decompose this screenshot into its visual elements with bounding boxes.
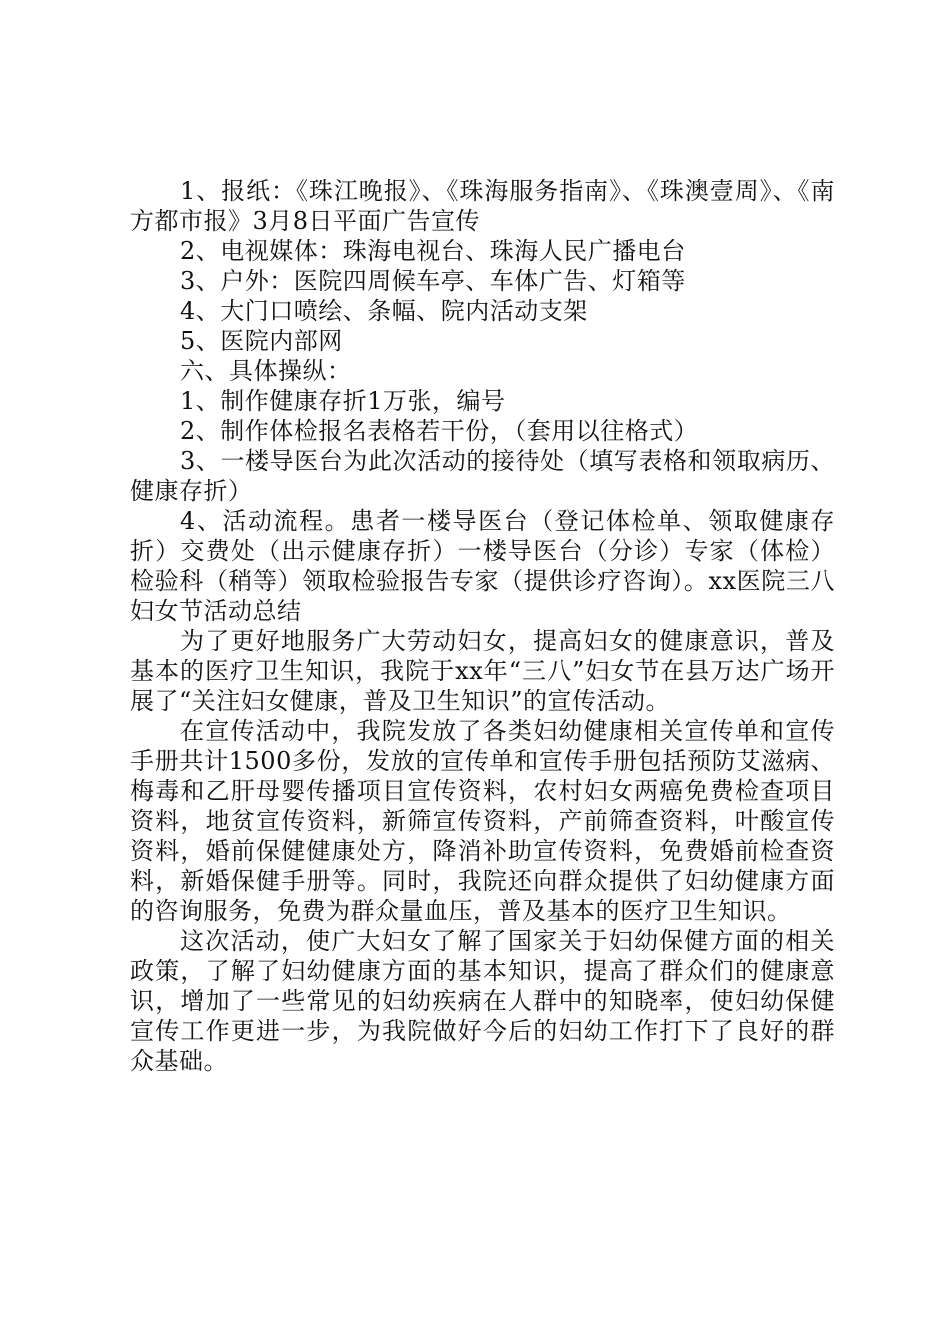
paragraph-op-flow: 4、活动流程。患者一楼导医台（登记体检单、领取健康存折）交费处（出示健康存折）一楼导医台（分诊）专家（体检）检验科（稍等）领取检验报告专家（提供诊疗咨询）。xx医院三八妇女节活动总结 (130, 507, 835, 625)
paragraph-summary-intro: 为了更好地服务广大劳动妇女，提高妇女的健康意识，普及基本的医疗卫生知识，我院于xx年“三八”妇女节在县万达广场开展了“关注妇女健康，普及卫生知识”的宣传活动。 (130, 627, 835, 715)
paragraph-summary-result: 这次活动，使广大妇女了解了国家关于妇幼保健方面的相关政策，了解了妇幼健康方面的基本知识，提高了群众们的健康意识，增加了一些常见的妇幼疾病在人群中的知晓率，使妇幼保健宣传工作更进一步，为我院做好今后的妇幼工作打下了良好的群众基础。 (130, 927, 835, 1075)
paragraph-media-newspaper: 1、报纸：《珠江晚报》、《珠海服务指南》、《珠澳壹周》、《南方都市报》3月8日平面广告宣传 (130, 177, 835, 235)
paragraph-op-forms: 2、制作体检报名表格若干份，（套用以往格式） (180, 417, 699, 445)
section-heading-operation: 六、具体操纵： (180, 357, 352, 385)
paragraph-op-reception: 3、一楼导医台为此次活动的接待处（填写表格和领取病历、健康存折） (130, 447, 835, 505)
paragraph-media-banner: 4、大门口喷绘、条幅、院内活动支架 (180, 297, 588, 325)
paragraph-media-intranet: 5、医院内部网 (180, 327, 343, 355)
paragraph-media-outdoor: 3、户外：医院四周候车亭、车体广告、灯箱等 (180, 267, 686, 295)
paragraph-op-passbook: 1、制作健康存折1万张，编号 (180, 387, 506, 415)
paragraph-summary-materials: 在宣传活动中，我院发放了各类妇幼健康相关宣传单和宣传手册共计1500多份，发放的宣传单和宣传手册包括预防艾滋病、梅毒和乙肝母婴传播项目宣传资料，农村妇女两癌免费检查项目资料，地贫宣传资料，新筛宣传资料，产前筛查资料，叶酸宣传资料，婚前保健健康处方，降消补助宣传资料，免费婚前检查资料，新婚保健手册等。同时，我院还向群众提供了妇幼健康方面的咨询服务，免费为群众量血压，普及基本的医疗卫生知识。 (130, 717, 835, 925)
paragraph-media-tv: 2、电视媒体：珠海电视台、珠海人民广播电台 (180, 237, 686, 265)
document-body (130, 176, 835, 1076)
